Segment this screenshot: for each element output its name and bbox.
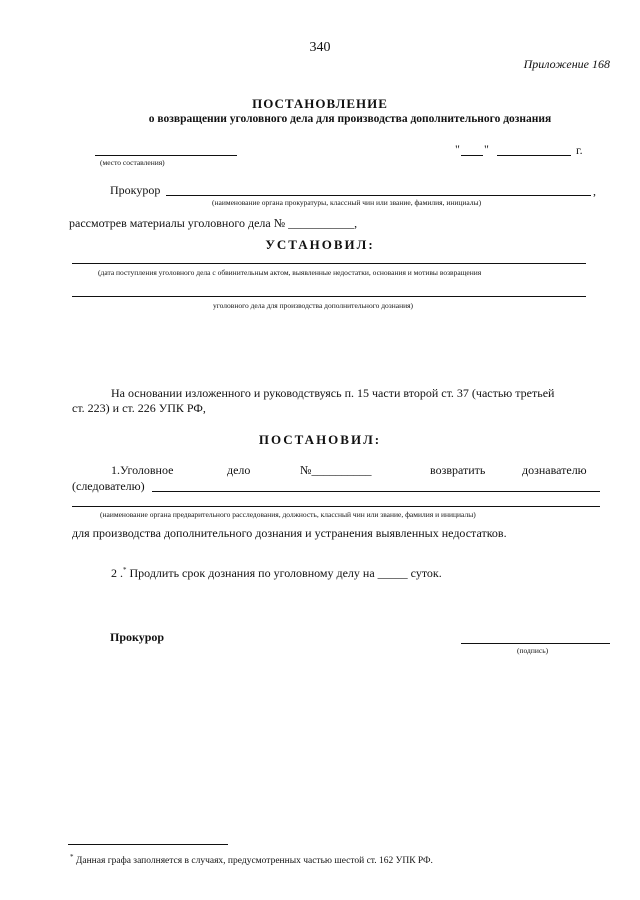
- prosecutor-end: ,: [593, 184, 596, 198]
- footnote: [70, 853, 433, 866]
- established-line-2: [72, 296, 586, 297]
- item2: [111, 566, 442, 581]
- date-quote-open: ": [455, 142, 460, 156]
- appendix-label: Приложение 168: [523, 57, 610, 71]
- document-title: ПОСТАНОВЛЕНИЕ: [252, 96, 388, 111]
- prosecutor-line: [166, 195, 591, 196]
- date-month-line: [497, 155, 571, 156]
- established-heading: УСТАНОВИЛ:: [265, 237, 375, 252]
- place-caption: (место составления): [100, 158, 165, 167]
- item2-footnote-mark: *: [123, 566, 127, 574]
- footnote-separator: [68, 844, 228, 845]
- footnote-mark: *: [70, 853, 74, 861]
- signature-label: Прокурор: [110, 630, 165, 644]
- established-line-1: [72, 263, 586, 264]
- item2-number: 2 .: [111, 566, 123, 580]
- basis-line-1: На основании изложенного и руководствуясь п. 15 части второй ст. 37 (частью третьей: [111, 386, 555, 400]
- place-line: [95, 155, 237, 156]
- item2-text: Продлить срок дознания по уголовному делу на _____ суток.: [126, 566, 442, 580]
- item1-word: №__________: [300, 463, 372, 477]
- item1-line3: для производства дополнительного дознания и устранения выявленных недостатков.: [72, 526, 507, 540]
- resolved-heading: ПОСТАНОВИЛ:: [258, 432, 382, 447]
- item1-word: дело: [227, 463, 251, 477]
- date-day-line: [461, 155, 483, 156]
- item1-word: 1.Уголовное: [111, 463, 174, 477]
- document-subtitle: о возвращении уголовного дела для производства дополнительного дознания: [148, 113, 552, 125]
- page-number: 340: [309, 40, 331, 55]
- basis-line-2: ст. 223) и ст. 226 УПК РФ,: [72, 401, 206, 415]
- footnote-text: Данная графа заполняется в случаях, предусмотренных частью шестой ст. 162 УПК РФ.: [73, 856, 433, 867]
- signature-line: [461, 643, 610, 644]
- item1-word: дознавателю: [522, 463, 587, 477]
- reviewed-text: рассмотрев материалы уголовного дела № ___________,: [69, 216, 358, 230]
- signature-caption: (подпись): [517, 646, 549, 655]
- date-year-suffix: г.: [576, 143, 583, 157]
- established-caption-2: уголовного дела для производства дополнительного дознания): [213, 301, 414, 310]
- established-caption-1: (дата поступления уголовного дела с обвинительным актом, выявленные недостатки, основания и мотивы возвращения: [98, 268, 482, 277]
- prosecutor-label: Прокурор: [110, 183, 161, 197]
- date-quote-close: ": [484, 142, 489, 156]
- item1-line2: (следователю): [72, 479, 145, 493]
- prosecutor-caption: (наименование органа прокуратуры, классный чин или звание, фамилия, инициалы): [212, 198, 482, 207]
- item1-recipient-line-2: [72, 506, 600, 507]
- item1-word: возвратить: [430, 463, 486, 477]
- item1-caption: (наименование органа предварительного расследования, должность, классный чин или звание, фамилия и инициалы): [100, 510, 476, 519]
- item1-recipient-line: [152, 491, 600, 492]
